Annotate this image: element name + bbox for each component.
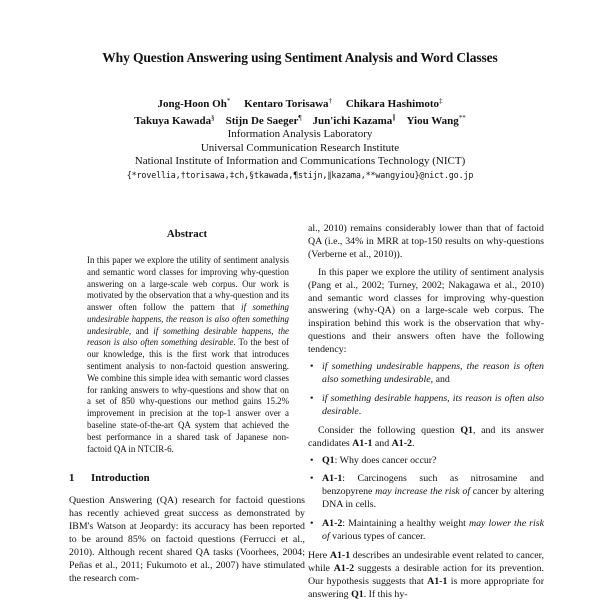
- affiliation-mark: *: [226, 97, 231, 105]
- text-segment: and: [372, 437, 392, 449]
- author-name: Chikara Hashimoto: [345, 98, 440, 110]
- item-label: Q1: [322, 454, 335, 466]
- item-emphasis: may lower the risk of: [322, 518, 544, 543]
- text-segment: Consider the following question: [318, 424, 461, 436]
- list-item-emphasis: if something undesirable happens, the reason is often also something undesirable: [322, 361, 544, 385]
- answer-ref: A1-2: [333, 562, 355, 574]
- list-item: [308, 361, 544, 387]
- list-item-text: , and: [430, 373, 450, 385]
- answer-ref: A1-1: [427, 575, 448, 587]
- bullet-icon: •: [310, 518, 314, 530]
- bullet-icon: •: [310, 454, 314, 466]
- item-text: : Carcinogens such as nitrosamine and benzopyrene: [322, 473, 544, 498]
- item-text: : Why does cancer occur?: [334, 454, 437, 466]
- affiliation-mark: **: [458, 113, 466, 122]
- affiliation-mark: †: [328, 97, 333, 105]
- affiliation-mark: ∥: [392, 113, 396, 122]
- paragraph-continuation: al., 2010) remains considerably lower than that of factoid QA (i.e., 34% in MRR at top-150 results on why-questions (Verberne et al., 2010)).: [308, 223, 544, 260]
- tendency-list: [308, 361, 544, 419]
- author-line-1: [0, 95, 600, 112]
- affiliation-mark: §: [211, 113, 215, 122]
- affiliation-lab: Information Analysis Laboratory: [227, 128, 373, 140]
- answer-ref: A1-1: [329, 549, 351, 561]
- bullet-icon: •: [310, 392, 314, 404]
- text-segment: , and its answer candidates: [308, 424, 544, 449]
- left-column: [69, 223, 305, 586]
- item-text: : Maintaining a healthy weight: [342, 518, 469, 530]
- affiliation-mark: ¶: [298, 113, 302, 122]
- author-name: Jong-Hoon Oh: [157, 98, 227, 110]
- answer-ref: A1-2: [391, 437, 412, 449]
- affiliation-mark: ‡: [439, 97, 443, 105]
- author-name: Yiou Wang: [406, 114, 459, 127]
- text-segment: Here: [308, 549, 330, 561]
- intro-paragraph: Question Answering (QA) research for factoid questions has recently achieved great success as demonstrated by IBM's Watson at Jeopardy: its accuracy has been reported to be around 85% on factoid questions (Ferrucci et al., 2010). Although recent shared QA tasks (Voorhees, 2004; Peñas et al., 2011; Fukumoto et al., 2007) have stimulated the research com-: [69, 495, 305, 584]
- author-emails: {*rovellia,†torisawa,‡ch,§tkawada,¶stijn,∥kazama,**wangyiou}@nict.go.jp: [126, 169, 474, 180]
- author-name: Takuya Kawada: [134, 114, 212, 127]
- question-ref: Q1: [460, 424, 473, 436]
- paragraph-hypothesis: [308, 550, 544, 602]
- text-segment: describes an undesirable event related to cancer, while: [308, 549, 545, 574]
- author-name: Jun'ichi Kazama: [312, 114, 393, 127]
- bullet-icon: •: [310, 473, 314, 485]
- abstract-heading: Abstract: [166, 228, 208, 240]
- paragraph-motivation: In this paper we explore the utility of sentiment analysis (Pang et al., 2002; Turney, 2002; Nakagawa et al., 2010) and semantic word classes for improving why-question answering (why-QA) on a large-scale web corpus. The inspiration behind this work is the observation that why-questions and their answers often have the following tendency:: [308, 266, 544, 356]
- text-segment: .: [411, 437, 415, 449]
- list-item-emphasis: if something desirable happens, its reason is often also desirable: [322, 392, 544, 417]
- question-ref: Q1: [351, 588, 364, 600]
- list-item-a1-1: [308, 473, 544, 512]
- abstract-text: [87, 255, 289, 456]
- paragraph-example-intro: [308, 425, 544, 451]
- list-item-q1: [308, 455, 544, 468]
- list-item: [308, 393, 544, 419]
- item-label: A1-2: [322, 518, 343, 530]
- affiliation-institute: Universal Communication Research Institute: [200, 141, 400, 154]
- list-item-text: .: [358, 405, 362, 417]
- abstract-segment: In this paper we explore the utility of sentiment analysis and semantic word classes for improving why-question answering on a large-scale web corpus. Our work is motivated by the observation that a why-question and its answer often follow the pattern that: [87, 254, 289, 313]
- abstract-emphasis: if something desirable happens, the reason is also often something desirable: [87, 325, 289, 348]
- example-list: [308, 455, 544, 544]
- list-item-a1-2: [308, 518, 544, 544]
- affiliation-org: National Institute of Information and Communications Technology (NICT): [134, 155, 466, 167]
- item-emphasis: may increase the risk of: [375, 486, 471, 498]
- text-segment: is more appropriate for answering: [308, 575, 544, 600]
- author-name: Stijn De Saeger: [225, 114, 299, 127]
- section-heading-introduction: [69, 472, 305, 485]
- bullet-icon: •: [310, 361, 314, 373]
- abstract-segment: , and: [128, 325, 154, 336]
- text-segment: suggests a desirable action for its prevention. Our hypothesis suggests that: [308, 562, 544, 587]
- paper-title: Why Question Answering using Sentiment Analysis and Word Classes: [102, 50, 498, 65]
- answer-ref: A1-1: [352, 437, 373, 449]
- author-name: Kentaro Torisawa: [244, 98, 329, 110]
- item-text: various types of cancer.: [329, 531, 426, 543]
- section-number: 1: [69, 472, 75, 485]
- text-segment: . If this hy-: [363, 588, 408, 600]
- section-title: Introduction: [91, 472, 150, 485]
- item-text: cancer by altering DNA in cells.: [322, 486, 544, 511]
- author-block: [0, 95, 600, 182]
- right-column: [308, 223, 544, 602]
- abstract-emphasis: if something undesirable happens, the reason is also often something undesirable: [87, 302, 289, 336]
- author-line-2: [0, 112, 600, 129]
- abstract-segment: . To the best of our knowledge, this is the first work that introduces sentiment analysis to non-factoid question answering. We combine this simple idea with semantic word classes for ranking answers to why-questions and show that on a set of 850 why-questions our method gains 15.2% improvement in precision at the top-1 answer over a baseline state-of-the-art QA system that achieved the best performance in a shared task of Japanese non-factoid QA in NTCIR-6.: [87, 337, 289, 454]
- item-label: A1-1: [322, 473, 343, 485]
